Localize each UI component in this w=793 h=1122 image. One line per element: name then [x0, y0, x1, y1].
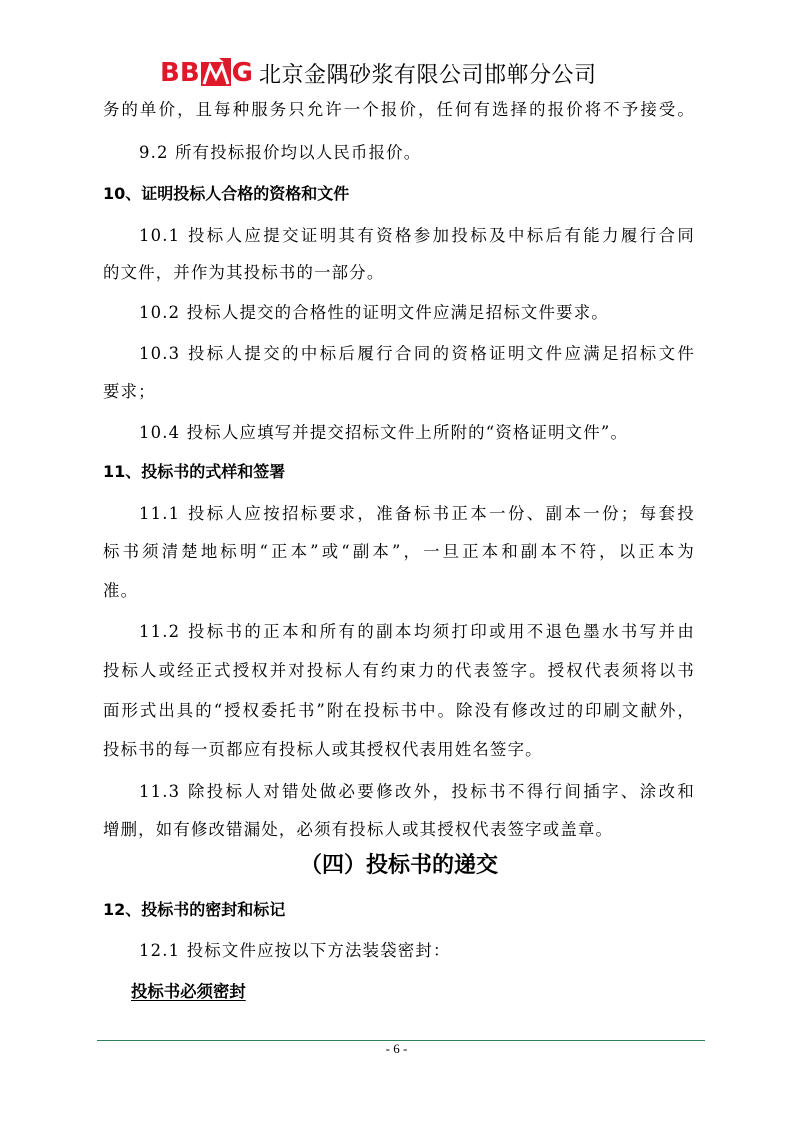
paragraph-line: 12.1 投标文件应按以下方法装袋密封：: [139, 941, 451, 960]
paragraph-line: 准。: [103, 581, 139, 600]
logo-m-icon: [201, 58, 231, 88]
paragraph-line: 标书须清楚地标明“正本”或“副本”，一旦正本和副本不符，以正本为: [103, 542, 695, 561]
paragraph-line: 9.2 所有投标报价均以人民币报价。: [139, 143, 422, 162]
paragraph-line: 11.2 投标书的正本和所有的副本均须打印或用不退色墨水书写并由: [139, 622, 695, 641]
paragraph-line: 投标人或经正式授权并对投标人有约束力的代表签字。授权代表须将以书: [103, 661, 695, 680]
paragraph-line: 10.3 投标人提交的中标后履行合同的资格证明文件应满足招标文件: [139, 344, 695, 363]
bbmg-logo: [160, 56, 253, 90]
paragraph-line: 务的单价，且每种服务只允许一个报价，任何有选择的报价将不予接受。: [103, 100, 695, 119]
page-number: - 6 -: [385, 1041, 408, 1056]
paragraph-line: 增删，如有修改错漏处，必须有投标人或其授权代表签字或盖章。: [103, 820, 614, 839]
logo-text-left: BB: [160, 58, 200, 88]
paragraph-line: 要求；: [103, 382, 156, 401]
heading-12: 12、投标书的密封和标记: [103, 900, 286, 919]
logo-text-right: G: [231, 58, 253, 88]
section-title: （四）投标书的递交: [299, 853, 498, 878]
paragraph-line: 10.2 投标人提交的合格性的证明文件应满足招标文件要求。: [139, 303, 609, 322]
paragraph-line: 10.1 投标人应提交证明其有资格参加投标及中标后有能力履行合同: [139, 226, 695, 245]
paragraph-line: 的文件，并作为其投标书的一部分。: [103, 263, 385, 282]
heading-11: 11、投标书的式样和签署: [103, 462, 286, 481]
paragraph-line: 投标书的每一页都应有投标人或其授权代表用姓名签字。: [103, 740, 543, 759]
underlined-heading: 投标书必须密封: [131, 982, 246, 1001]
company-name: 北京金隅砂浆有限公司邯郸分公司: [258, 62, 597, 88]
heading-10: 10、证明投标人合格的资格和文件: [103, 184, 350, 203]
paragraph-line: 10.4 投标人应填写并提交招标文件上所附的“资格证明文件”。: [139, 423, 629, 442]
paragraph-line: 11.1 投标人应按招标要求，准备标书正本一份、副本一份；每套投: [139, 504, 695, 523]
page-header: [160, 55, 680, 91]
paragraph-line: 面形式出具的“授权委托书”附在投标书中。除没有修改过的印刷文献外，: [103, 701, 695, 720]
paragraph-line: 11.3 除投标人对错处做必要修改外，投标书不得行间插字、涂改和: [139, 782, 695, 801]
